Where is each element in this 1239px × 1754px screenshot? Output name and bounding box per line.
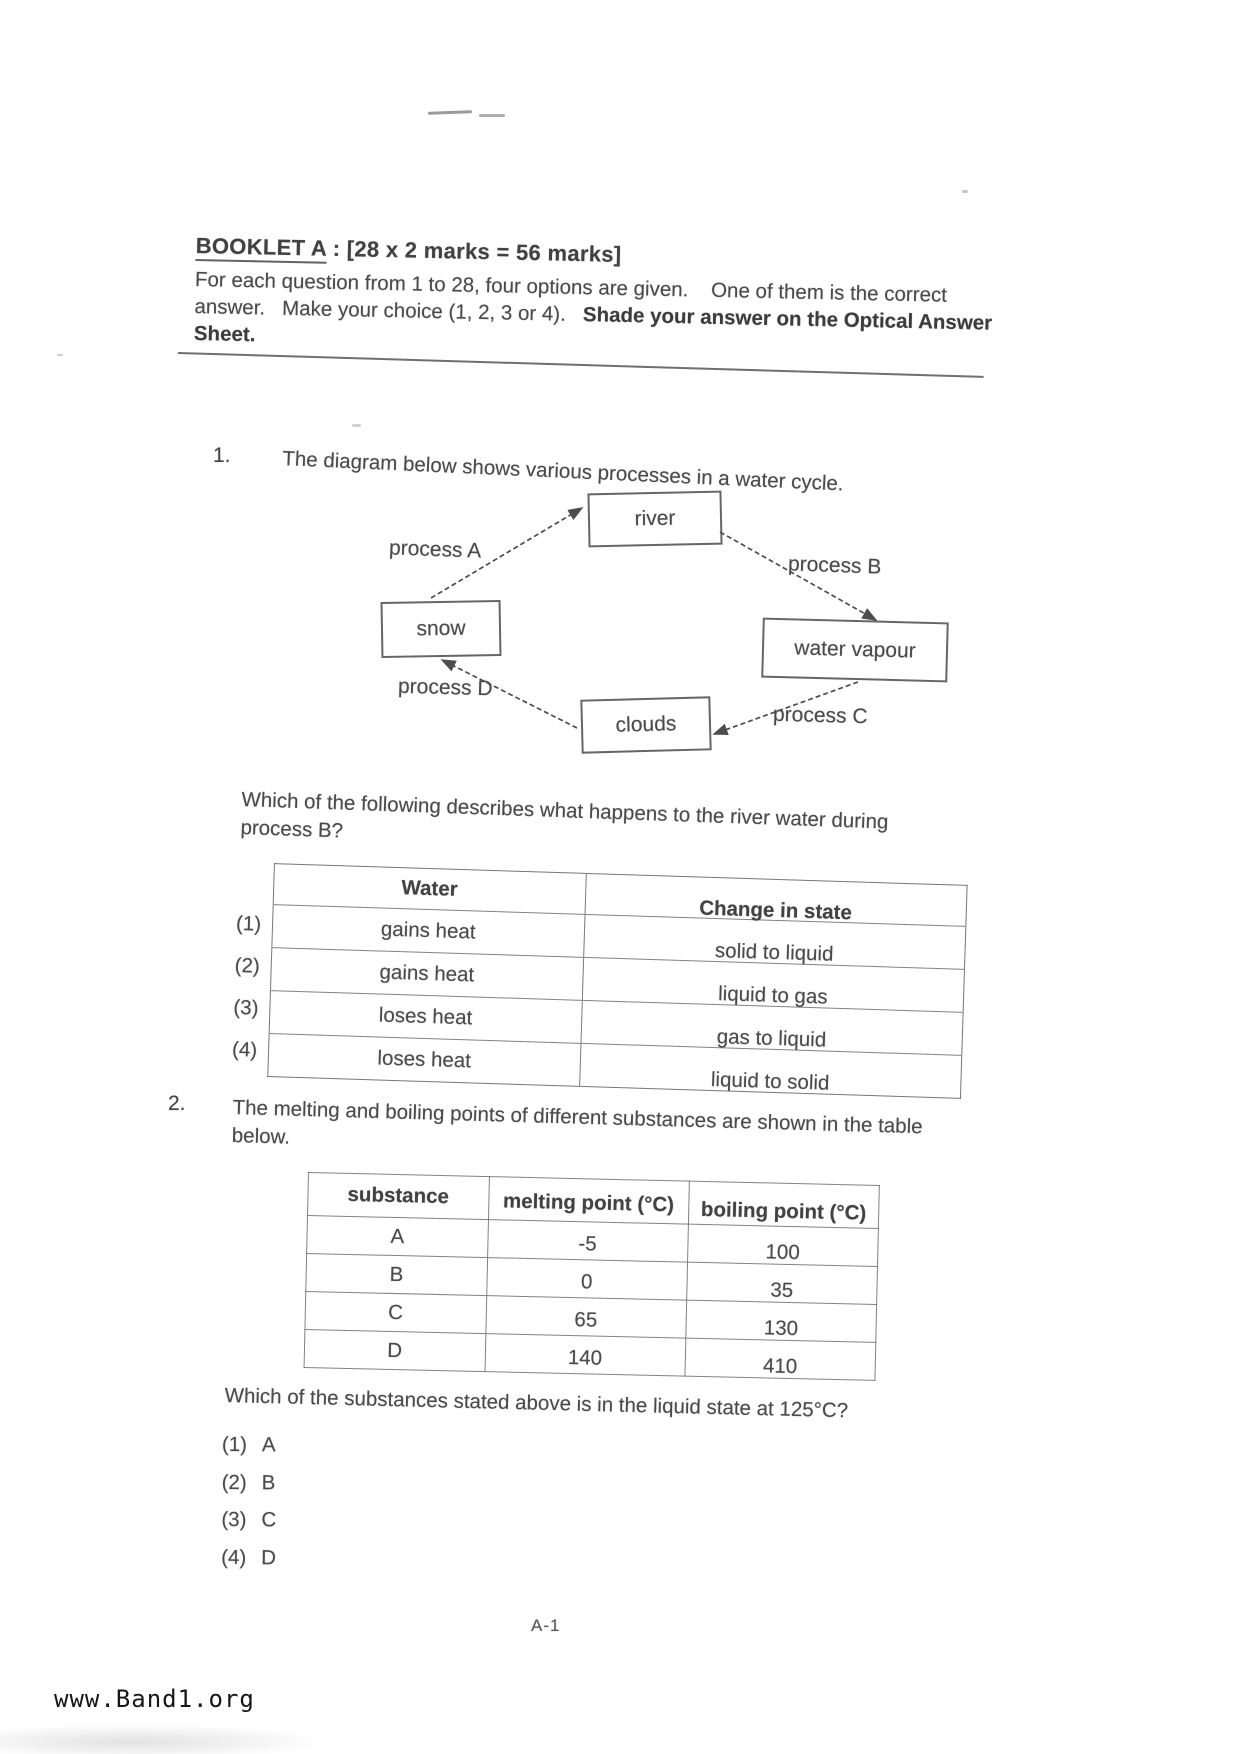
cell-boiling-b: 35 xyxy=(686,1262,877,1304)
option-2-num: (2) xyxy=(221,1470,247,1494)
instructions xyxy=(193,266,999,364)
instructions-bold: Shade your answer on the Optical Answer Sheet. xyxy=(193,303,999,347)
option-3 xyxy=(221,1508,276,1546)
header-boiling-point: boiling point (°C) xyxy=(688,1181,879,1228)
node-clouds: clouds xyxy=(580,696,711,753)
cell-melting-a: -5 xyxy=(487,1220,688,1263)
option-3-label: C xyxy=(261,1508,277,1532)
question2-subtext: Which of the substances stated above is in the liquid state at 125°C? xyxy=(224,1383,849,1423)
cell-substance-c: C xyxy=(305,1291,486,1333)
header-substance: substance xyxy=(308,1173,489,1220)
header-change-in-state: Change in state xyxy=(585,873,967,926)
option-3-num: (3) xyxy=(221,1507,247,1532)
question2-table xyxy=(304,1172,880,1381)
cell-change-2: liquid to gas xyxy=(582,957,965,1012)
scan-artifact xyxy=(0,1724,330,1754)
scan-artifact xyxy=(962,190,968,193)
option-2-label: B xyxy=(261,1470,276,1494)
option-4-num: (4) xyxy=(221,1545,247,1569)
cell-substance-b: B xyxy=(306,1253,487,1295)
cell-boiling-d: 410 xyxy=(685,1338,876,1380)
cell-change-4: liquid to solid xyxy=(579,1043,962,1098)
cell-substance-d: D xyxy=(304,1329,485,1371)
option-label-1: (1) xyxy=(235,911,262,936)
booklet-header xyxy=(193,233,999,364)
label-process-a: process A xyxy=(388,536,482,563)
label-process-b: process B xyxy=(787,552,882,579)
cell-melting-d: 140 xyxy=(485,1334,686,1377)
option-label-4: (4) xyxy=(231,1037,258,1062)
option-2 xyxy=(221,1470,276,1508)
cell-change-1: solid to liquid xyxy=(583,914,966,969)
cell-substance-a: A xyxy=(307,1216,488,1258)
water-cycle-diagram xyxy=(330,470,975,770)
cell-water-4: loses heat xyxy=(268,1034,581,1087)
question1-options-table-block xyxy=(231,862,978,1095)
option-1-label: A xyxy=(261,1433,276,1457)
cell-water-3: loses heat xyxy=(269,991,582,1044)
cell-water-2: gains heat xyxy=(270,948,583,1001)
question2-text: The melting and boiling points of different substances are shown in the table below. xyxy=(231,1095,923,1149)
scan-artifact xyxy=(57,354,63,356)
cell-melting-c: 65 xyxy=(485,1296,686,1339)
option-1 xyxy=(222,1433,277,1471)
cell-boiling-a: 100 xyxy=(687,1224,878,1266)
question1-table xyxy=(267,863,967,1099)
header-melting-point: melting point (°C) xyxy=(488,1177,689,1225)
cell-change-3: gas to liquid xyxy=(581,1000,964,1055)
scan-artifact xyxy=(479,114,505,117)
option-label-3: (3) xyxy=(233,995,259,1020)
booklet-title-rest: : [28 x 2 marks = 56 marks] xyxy=(326,235,622,267)
question1-number: 1. xyxy=(213,444,231,467)
booklet-title-underlined: BOOKLET A xyxy=(195,233,326,264)
instructions-normal: For each question from 1 to 28, four options are given. One of them is the correct answer. Make your choice (1, 2, 3 or 4). xyxy=(194,267,953,327)
question2-number: 2. xyxy=(168,1092,186,1115)
question1-subtext: Which of the following describes what happens to the river water during process B? xyxy=(240,787,889,843)
cell-boiling-c: 130 xyxy=(686,1300,877,1342)
question2-options xyxy=(221,1433,277,1583)
node-river: river xyxy=(587,491,722,548)
scan-artifact xyxy=(428,110,472,115)
option-4-label: D xyxy=(261,1545,277,1569)
label-process-c: process C xyxy=(772,702,868,729)
cell-water-1: gains heat xyxy=(272,905,585,958)
node-water-vapour: water vapour xyxy=(761,618,949,683)
option-label-2: (2) xyxy=(234,953,261,978)
header-water: Water xyxy=(401,876,459,901)
option-4 xyxy=(221,1545,276,1583)
label-process-d: process D xyxy=(397,674,493,701)
watermark-url: www.Band1.org xyxy=(54,1685,255,1713)
scan-artifact xyxy=(352,424,361,427)
cell-melting-b: 0 xyxy=(486,1258,687,1301)
node-snow: snow xyxy=(381,600,502,658)
question1-text: The diagram below shows various processes in a water cycle. xyxy=(281,446,845,496)
option-1-num: (1) xyxy=(221,1433,248,1457)
page-number: A-1 xyxy=(531,1616,561,1635)
